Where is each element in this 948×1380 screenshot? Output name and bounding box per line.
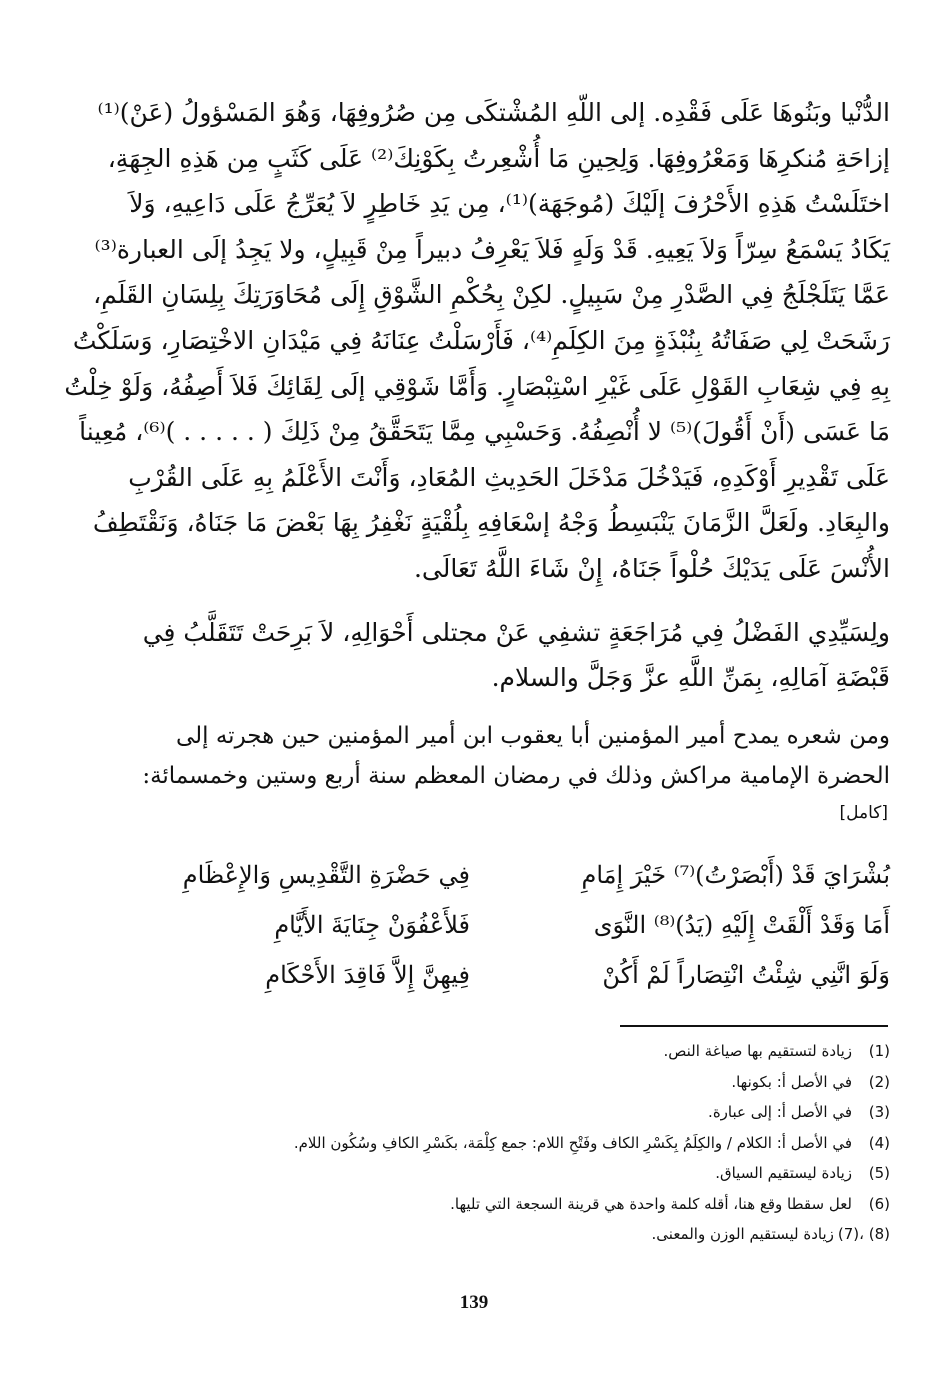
footnote-text: زيادة لتستقيم بها صياغة النص. [663, 1042, 852, 1060]
first-hemistich: وَلَوَ انَّنِي شِئْتُ انْتِصَاراً لَمْ أَكُنْ [602, 961, 890, 989]
footnote-number: (5) [868, 1164, 890, 1182]
text-line: رَشَحَتْ لِي صَفَاتُهُ بِنُبْذَةٍ مِنَ الكِلَمِ⁽⁴⁾، فَأَرْسَلْتُ عِنَانَهُ فِي مَيْدَانِ الاخْتِصَارِ، وَسَلَكْتُ [72, 325, 890, 355]
footnote [140, 1067, 890, 1098]
prose-paragraph [64, 90, 890, 592]
footnote-number: (7)، (8) [837, 1225, 890, 1243]
text-line: يَكَادُ يَسْمَعُ سِرّاً وَلاَ يَعِيهِ. قَدْ وَلَهٍ فَلاَ يَعْرِفُ دبيراً مِنْ قَبِيلٍ، ولا يَجِدُ إلَى العبارة⁽³⁾ [94, 234, 890, 264]
footnote-text: في الأصل أ: الكلام / والكِلَمُ بِكَسْرِ الكاف وفَتْحِ اللام: جمع كِلْمَة، بكَسْرِ الكافِ وسُكُون اللام. [293, 1133, 852, 1152]
footnote-text: في الأصل أ: إلى عبارة. [708, 1103, 852, 1121]
text-line: مَا عَسَى (أَنْ أَقُولَ)⁽⁵⁾ لا أُنْصِفُهُ. وَحَسْبِي مِمَّا يَتَحَقَّقُ مِنْ ذَلِكَ ( . . . . . )⁽⁶⁾، مُعِيناً [79, 417, 890, 447]
footnote [140, 1189, 890, 1220]
footnotes [140, 1036, 890, 1250]
text-line: عَلَى تَقْدِيرِ أَوْكَدِهِ، فَيَدْخُلَ مَدْخَلَ الحَدِيثِ المُعَادِ، وَأَنْتَ الأَعْلَمُ بِهِ عَلَى القُرْبِ [128, 462, 890, 492]
text-line: عَمَّا يَتَلَجْلَجُ فِي الصَّدْرِ مِنْ سَبِيلٍ. لكِنْ بِحُكْمِ الشَّوْقِ إِلَى مُحَاوَرَتِكَ بِلِسَانِ القَلَمِ، [93, 280, 890, 310]
text-line: اختَلَسْتُ هَذِهِ الأَحْرُفَ إلَيْكَ (مُوجَهَة)⁽¹⁾، مِن يَدِ خَاطِرٍ لاَ يُعَرِّجُ عَلَى دَاعِيهِ، وَلاَ [129, 189, 890, 219]
second-hemistich: فِي حَضْرَةِ التَّقْدِيسِ وَالإِعْظَامِ [182, 861, 470, 889]
footnote [140, 1097, 890, 1128]
footnote-text: لعل سقطا وقع هنا، أقله كلمة واحدة هي قرينة السجعة التي تليها. [450, 1194, 852, 1213]
footnote-text: زيادة ليستقيم السياق. [715, 1164, 852, 1182]
text-line: الدُّنْيا وبَنُوهَا عَلَى فَقْدِه. إلى اللّهِ المُشْتكَى مِن صُرُوفِهَا، وَهُوَ المَسْؤولُ (عَنْ)⁽¹⁾ [97, 98, 890, 127]
text-line: بِهِ فِي شِعَابِ القَوْلِ عَلَى غَيْرِ اسْتِبْصَارٍ. وَأَمَّا شَوْقِي إلَى لِقَائِكَ فَلاَ أَصِفُهُ، وَلَوْ خِلْتُ [64, 371, 890, 401]
poem-introduction [110, 716, 890, 796]
verse-line [110, 850, 890, 900]
text-line: إزاحَةِ مُنكرِهَا وَمَعْرُوفِهَا. وَلِحِينِ مَا أُشْعِرتُ بِكَوْنِكَ⁽²⁾ عَلَى كَثَبٍ مِن هَذِهِ الجِهَةِ، [107, 143, 890, 173]
footnote-separator [620, 1025, 888, 1027]
second-hemistich: فِيهِنَّ إِلاَّ فَاقِدَ الأَحْكَامِ [265, 961, 470, 989]
text-line: ولِسَيِّدِي الفَضْلُ فِي مُرَاجَعَةٍ تشفِي عَنْ مجتلى أَحْوَالِهِ، لاَ بَرِحَتْ تَتَقَلَّبُ فِي [142, 618, 890, 647]
verse-line [110, 950, 890, 1000]
footnote [140, 1219, 890, 1250]
verse-line [110, 900, 890, 950]
footnote-text: زيادة ليستقيم الوزن والمعنى. [651, 1225, 834, 1243]
footnote-number: (3) [868, 1103, 890, 1121]
text-line: ومن شعره يمدح أمير المؤمنين أبا يعقوب ابن أمير المؤمنين حين هجرته إلى [175, 723, 890, 749]
text-line: الحضرة الإمامية مراكش وذلك في رمضان المعظم سنة أربع وستين وخمسمائة: [142, 763, 890, 789]
footnote [140, 1128, 890, 1159]
text-line: قَبْضَةِ آمَالِهِ، بِمَنِّ اللَّهِ عزَّ وَجَلَّ والسلام. [491, 663, 890, 692]
first-hemistich: أَمَا وَقَدْ أَلْقَتْ إِلَيْهِ (يَدُ)⁽⁸⁾ النَّوَى [593, 911, 890, 939]
footnote-number: (1) [868, 1042, 890, 1060]
closing-paragraph [110, 610, 890, 700]
second-hemistich: فَلأَعْفُوَنْ جِنَايَةَ الأَيَّامِ [274, 911, 470, 939]
footnote-number: (4) [868, 1133, 890, 1152]
poetic-meter-label: [كامل] [839, 803, 888, 823]
page-number: 139 [459, 1292, 489, 1313]
poem [110, 850, 890, 1000]
text-line: الأُنْسَ عَلَى يَدَيْكَ حُلْواً جَنَاهُ، إِنْ شَاءَ اللَّهُ تَعَالَى. [413, 553, 890, 583]
footnote-number: (2) [868, 1072, 890, 1091]
first-hemistich: بُشْرَايَ قَدْ (أَبْصَرْتُ)⁽⁷⁾ خَيْرَ إِمَامِ [581, 861, 890, 889]
footnote-number: (6) [868, 1194, 890, 1213]
text-line: والبِعَادِ. ولَعَلَّ الزَّمَانَ يَنْبَسِطُ وَجْهُ إسْعَافِهِ بِلُقْيَةٍ نَغْفِرُ بِهَا بَعْضَ مَا جَنَاهُ، وَنَقْتَطِفُ [92, 508, 890, 538]
footnote [140, 1158, 890, 1189]
footnote [140, 1036, 890, 1067]
footnote-text: في الأصل أ: بكونها. [731, 1072, 852, 1091]
